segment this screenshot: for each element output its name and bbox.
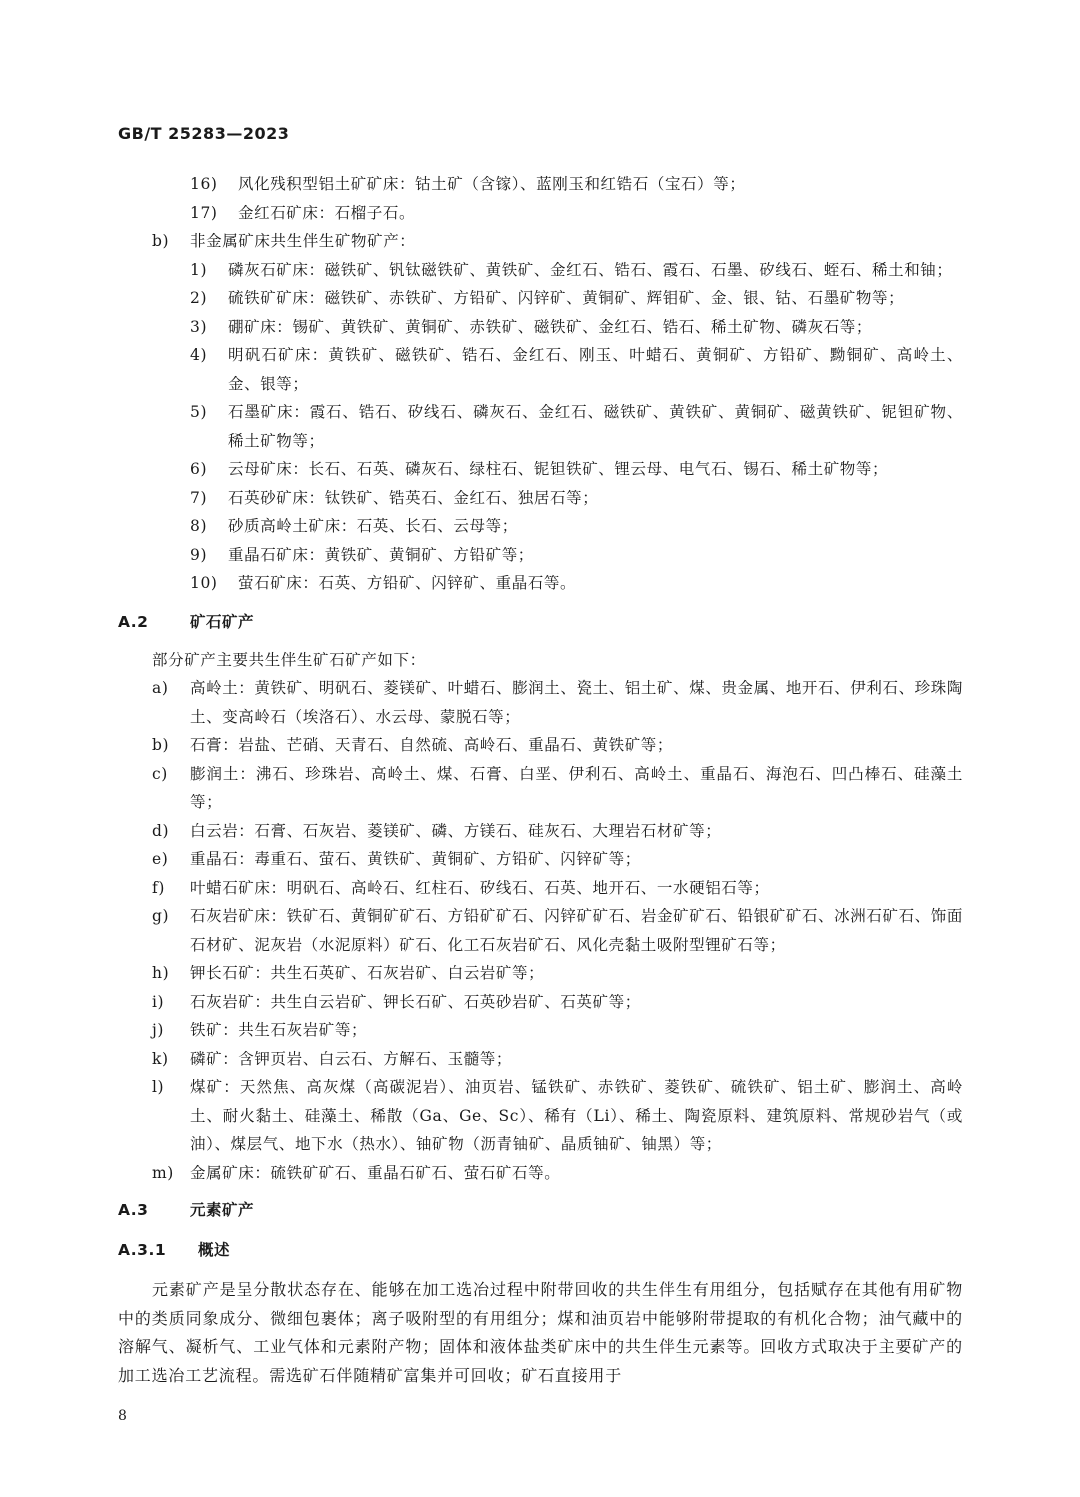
body-paragraph: 元素矿产是呈分散状态存在、能够在加工选冶过程中附带回收的共生伴生有用组分，包括赋存在其他有用矿物中的类质同象成分、微细包裹体；离子吸附型的有用组分；煤和油页岩中能够附带提取的有机化合物；油气藏中的溶解气、凝析气、工业气体和元素附产物；固体和液体盐类矿床中的共生伴生元素等。回收方式取决于主要矿产的加工选冶工艺流程。需选矿石伴随精矿富集并可回收；矿石直接用于 [118, 1280, 963, 1385]
list-item-text: 高岭土：黄铁矿、明矾石、菱镁矿、叶蜡石、膨润土、瓷土、铝土矿、煤、贵金属、地开石、伊利石、珍珠陶土、变高岭石（埃洛石）、水云母、蒙脱石等； [190, 679, 963, 726]
list-item [118, 313, 963, 342]
list-item-label: g) [152, 907, 170, 925]
list-item-label: i) [152, 992, 165, 1011]
section-title: 矿石矿产 [190, 612, 255, 631]
list-item [118, 817, 963, 846]
list-item [118, 569, 963, 598]
list-item [118, 541, 963, 570]
list-item-text: 石灰岩矿：共生白云岩矿、钾长石矿、石英砂岩矿、石英矿等； [190, 992, 641, 1011]
list-item-label: 8) [190, 517, 208, 535]
list-item-label: b) [152, 232, 170, 250]
list-item-label: 2) [190, 289, 208, 307]
list-item-text: 磷矿：含钾页岩、白云石、方解石、玉髓等； [190, 1049, 513, 1068]
list-item-label: 1) [190, 260, 208, 279]
list-item-text: 石膏：岩盐、芒硝、天青石、自然硫、高岭石、重晶石、黄铁矿等； [190, 736, 674, 754]
list-item-text: 非金属矿床共生伴生矿物矿产： [190, 232, 416, 250]
list-item [118, 484, 963, 513]
list-item [118, 874, 963, 903]
list-item-text: 钾长石矿：共生石英矿、石灰岩矿、白云岩矿等； [190, 964, 545, 982]
list-item [118, 1045, 963, 1074]
list-item [118, 760, 963, 817]
list-item-text: 石灰岩矿床：铁矿石、黄铜矿矿石、方铅矿矿石、闪锌矿矿石、岩金矿矿石、铅银矿矿石、冰洲石矿石、饰面石材矿、泥灰岩（水泥原料）矿石、化工石灰岩矿石、风化壳黏土吸附型锂矿石等； [190, 907, 963, 954]
list-item [118, 1073, 963, 1159]
list-item-text: 金红石矿床：石榴子石。 [238, 203, 416, 222]
list-item-label: 3) [190, 317, 208, 336]
list-item-text: 膨润土：沸石、珍珠岩、高岭土、煤、石膏、白垩、伊利石、高岭土、重晶石、海泡石、凹凸棒石、硅藻土等； [190, 764, 963, 811]
subsection-heading-a3-1 [118, 1236, 963, 1264]
list-item-text: 硼矿床：锡矿、黄铁矿、黄铜矿、赤铁矿、磁铁矿、金红石、锆石、稀土矿物、磷灰石等； [228, 317, 873, 336]
list-item-label: 7) [190, 488, 208, 507]
list-item-text: 硫铁矿矿床：磁铁矿、赤铁矿、方铅矿、闪锌矿、黄铜矿、辉钼矿、金、银、钴、石墨矿物等； [228, 289, 905, 307]
list-item-text: 萤石矿床：石英、方铅矿、闪锌矿、重晶石等。 [238, 574, 577, 592]
list-item-text: 风化残积型铝土矿矿床：钴土矿（含镓）、蓝刚玉和红锆石（宝石）等； [238, 175, 746, 193]
list-item-label: 4) [190, 346, 208, 364]
list-item-text: 铁矿：共生石灰岩矿等； [190, 1021, 368, 1039]
list-item-text: 叶蜡石矿床：明矾石、高岭石、红柱石、矽线石、石英、地开石、一水硬铝石等； [190, 878, 770, 897]
page-content [118, 170, 963, 1390]
list-item-text: 金属矿床：硫铁矿矿石、重晶石矿石、萤石矿石等。 [190, 1163, 561, 1182]
list-item-label: e) [152, 850, 169, 868]
list-item [118, 1159, 963, 1188]
list-item-label: 5) [190, 403, 208, 421]
list-item-label: j) [152, 1021, 165, 1039]
list-item [118, 731, 963, 760]
list-item-text: 石墨矿床：霞石、锆石、矽线石、磷灰石、金红石、磁铁矿、黄铁矿、黄铜矿、磁黄铁矿、铌钽矿物、稀土矿物等； [228, 403, 963, 450]
list-item-label: h) [152, 964, 170, 982]
section-heading-a2 [118, 608, 963, 636]
list-item-label: f) [152, 878, 165, 897]
list-item [118, 341, 963, 398]
list-item-label: 10) [190, 574, 218, 592]
list-item [118, 845, 963, 874]
list-item-text: 明矾石矿床：黄铁矿、磁铁矿、锆石、金红石、刚玉、叶蜡石、黄铜矿、方铅矿、黝铜矿、高岭土、金、银等； [228, 346, 963, 393]
list-item-nonmetal [118, 227, 963, 256]
list-item-label: b) [152, 736, 170, 754]
list-item-label: c) [152, 764, 168, 783]
list-item-text: 云母矿床：长石、石英、磷灰石、绿柱石、铌钽铁矿、锂云母、电气石、锡石、稀土矿物等； [228, 460, 889, 478]
list-item-label: k) [152, 1049, 169, 1068]
list-item-label: 9) [190, 545, 208, 564]
list-item-label: d) [152, 821, 170, 840]
list-item-label: l) [152, 1078, 165, 1096]
list-item-label: 17) [190, 203, 218, 222]
section-number: A.2 [118, 612, 149, 631]
list-item [118, 398, 963, 455]
list-item-text: 砂质高岭土矿床：石英、长石、云母等； [228, 517, 518, 535]
subsection-title: 概述 [198, 1241, 231, 1259]
list-item [118, 1016, 963, 1045]
section-title: 元素矿产 [190, 1201, 255, 1219]
list-item-text: 煤矿：天然焦、高灰煤（高碳泥岩）、油页岩、锰铁矿、赤铁矿、菱铁矿、硫铁矿、铝土矿、膨润土、高岭土、耐火黏土、硅藻土、稀散（Ga、Ge、Sc）、稀有（Li）、稀土、陶瓷原料、建筑原料、常规砂岩气（或油）、煤层气、地下水（热水）、铀矿物（沥青铀矿、晶质铀矿、铀黑）等； [190, 1078, 963, 1153]
list-item [118, 902, 963, 959]
page-number: 8 [118, 1408, 127, 1424]
list-item-text: 重晶石矿床：黄铁矿、黄铜矿、方铅矿等； [228, 545, 534, 564]
list-item [118, 512, 963, 541]
list-item [118, 988, 963, 1017]
list-item-label: a) [152, 679, 169, 697]
list-item-text: 白云岩：石膏、石灰岩、菱镁矿、磷、方镁石、硅灰石、大理岩石材矿等； [190, 821, 722, 840]
section-intro: 部分矿产主要共生伴生矿石矿产如下： [152, 650, 426, 669]
list-item [118, 284, 963, 313]
list-item-label: 16) [190, 175, 218, 193]
section-number: A.3 [118, 1201, 149, 1219]
subsection-number: A.3.1 [118, 1241, 167, 1259]
list-item [118, 674, 963, 731]
list-item-label: 6) [190, 460, 208, 478]
list-item-text: 磷灰石矿床：磁铁矿、钒钛磁铁矿、黄铁矿、金红石、锆石、霞石、石墨、矽线石、蛭石、稀土和铀； [228, 260, 953, 279]
list-item-text: 重晶石：毒重石、萤石、黄铁矿、黄铜矿、方铅矿、闪锌矿等； [190, 850, 641, 868]
list-item [118, 959, 963, 988]
list-item [118, 170, 963, 199]
list-item [118, 199, 963, 228]
standard-id-header: GB/T 25283—2023 [118, 124, 290, 143]
list-item [118, 256, 963, 285]
list-item-label: m) [152, 1163, 174, 1182]
section-heading-a3 [118, 1196, 963, 1224]
list-item [118, 455, 963, 484]
list-item-text: 石英砂矿床：钛铁矿、锆英石、金红石、独居石等； [228, 488, 599, 507]
